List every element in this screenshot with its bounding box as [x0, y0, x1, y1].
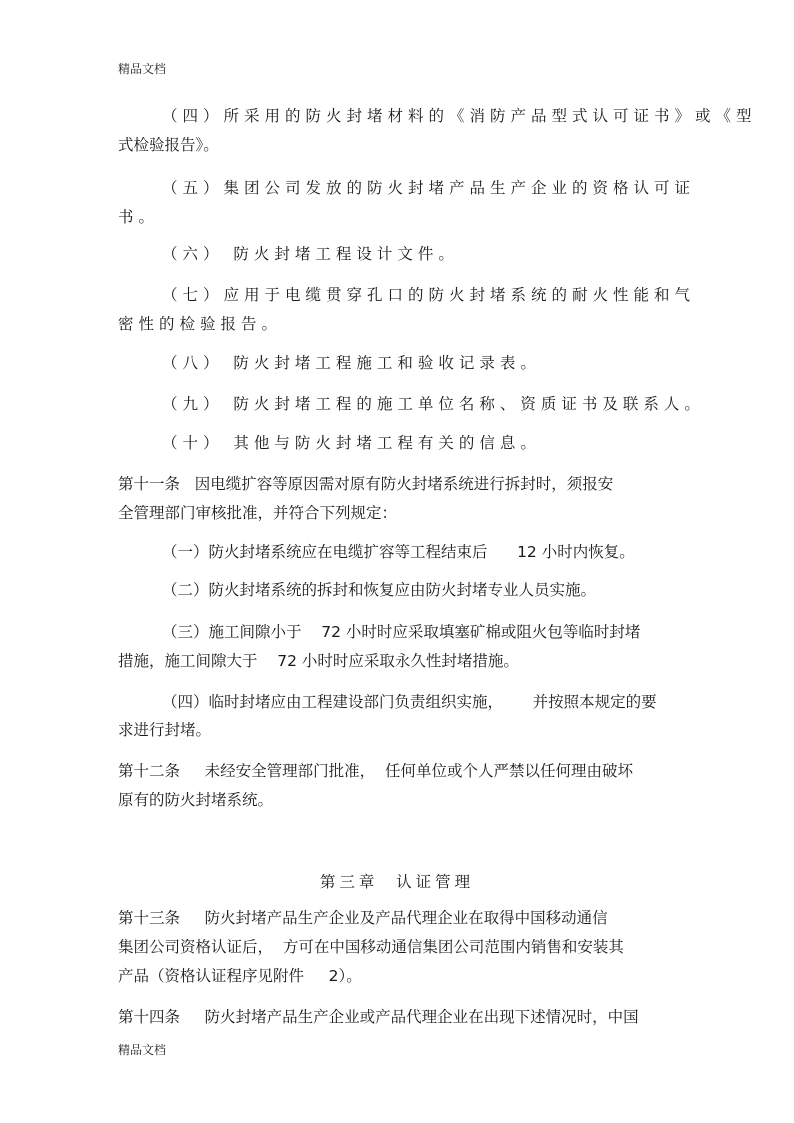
article-11-sub-1: （一）防火封堵系统应在电缆扩容等工程结束后 12 小时内恢复。 [162, 543, 635, 561]
item-7-line-2: 密性的检验报告。 [118, 315, 283, 333]
item-5-line-1: （五）集团公司发放的防火封堵产品生产企业的资格认可证 [162, 179, 696, 197]
article-12-line-2: 原有的防火封堵系统。 [118, 791, 274, 809]
article-14-line-1: 第十四条 防火封堵产品生产企业或产品代理企业在出现下述情况时，中国 [118, 1008, 639, 1026]
item-4-line-1: （四）所采用的防火封堵材料的《消防产品型式认可证书》或《型 [162, 107, 757, 125]
page-header: 精品文档 [118, 62, 167, 76]
article-13-line-3: 产品（资格认证程序见附件 2）。 [118, 967, 362, 985]
article-11-sub-4-line-2: 求进行封堵。 [118, 721, 212, 739]
item-10: （十） 其他与防火封堵工程有关的信息。 [162, 434, 541, 452]
item-4-line-2: 式检验报告》。 [118, 136, 219, 154]
article-11-sub-3-line-2: 措施，施工间隙大于 72 小时时应采取永久性封堵措施。 [118, 652, 519, 670]
article-11-sub-3-line-1: （三）施工间隙小于 72 小时时应采取填塞矿棉或阻火包等临时封堵 [162, 623, 641, 641]
article-12-line-1: 第十二条 未经安全管理部门批准， 任何单位或个人严禁以任何理由破坏 [118, 762, 633, 780]
article-13-line-1: 第十三条 防火封堵产品生产企业及产品代理企业在取得中国移动通信 [118, 909, 608, 927]
article-11-sub-4-line-1: （四）临时封堵应由工程建设部门负责组织实施， 并按照本规定的要 [162, 693, 657, 711]
article-11-line-1: 第十一条 因电缆扩容等原因需对原有防火封堵系统进行拆封时，须报安 [118, 475, 614, 493]
item-7-line-1: （七）应用于电缆贯穿孔口的防火封堵系统的耐火性能和气 [162, 286, 696, 304]
article-11-sub-2: （二）防火封堵系统的拆封和恢复应由防火封堵专业人员实施。 [162, 581, 597, 599]
item-5-line-2: 书。 [118, 208, 160, 226]
article-13-line-2: 集团公司资格认证后， 方可在中国移动通信集团公司范围内销售和安装其 [118, 938, 624, 956]
article-11-line-2: 全管理部门审核批准，并符合下列规定： [118, 504, 398, 522]
item-8: （八） 防火封堵工程施工和验收记录表。 [162, 354, 541, 372]
item-9: （九） 防火封堵工程的施工单位名称、资质证书及联系人。 [162, 395, 705, 413]
page-footer: 精品文档 [118, 1043, 167, 1057]
chapter-title: 第三章 认证管理 [319, 873, 475, 891]
item-6: （六） 防火封堵工程设计文件。 [162, 245, 459, 263]
